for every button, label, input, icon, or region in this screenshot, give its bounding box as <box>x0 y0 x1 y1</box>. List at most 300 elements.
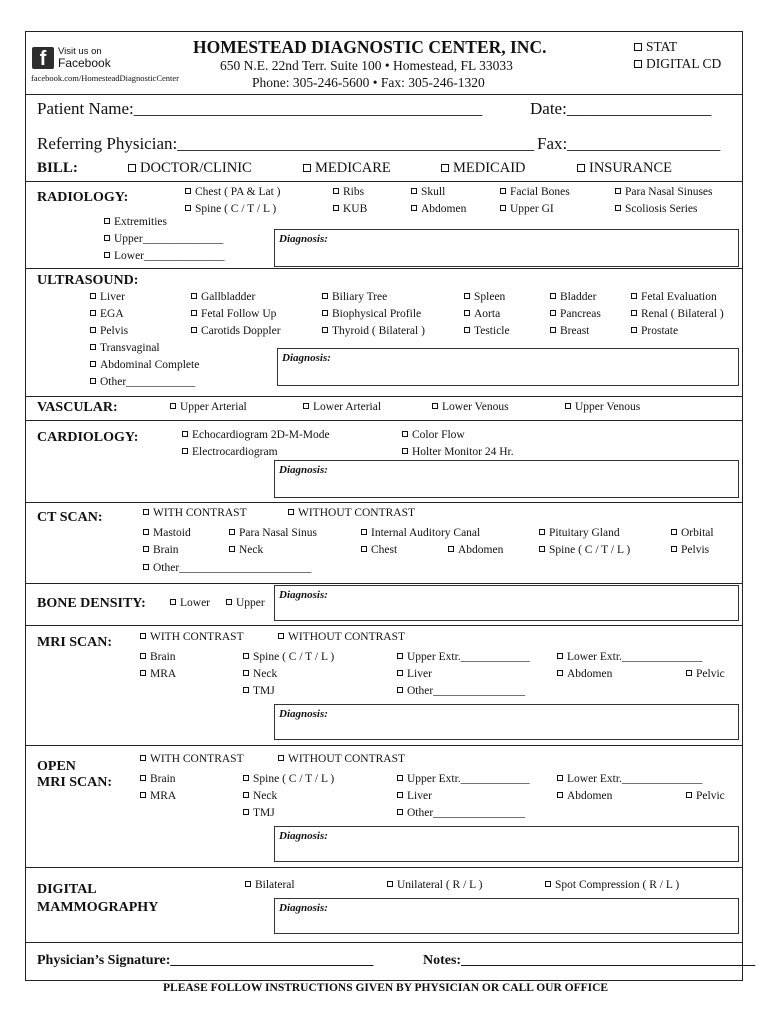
option-label: Biliary Tree <box>332 291 388 303</box>
checkbox-icon <box>245 881 251 887</box>
us-aorta[interactable] <box>464 308 500 320</box>
checkbox-icon <box>140 775 146 781</box>
us-fetal-follow-up[interactable] <box>191 308 276 320</box>
bill-medicare[interactable] <box>303 160 391 177</box>
option-label: Testicle <box>474 325 510 337</box>
checkbox-icon <box>557 792 563 798</box>
option-label: TMJ <box>253 685 275 697</box>
checkbox-icon <box>387 881 393 887</box>
radiology-facial-bones[interactable] <box>500 186 570 198</box>
option-label: Brain <box>150 651 176 663</box>
radiology-ribs[interactable] <box>333 186 364 198</box>
option-label: Orbital <box>681 527 714 539</box>
checkbox-icon <box>397 653 403 659</box>
open-mri-label-1: OPEN <box>37 759 76 774</box>
option-label: WITHOUT CONTRAST <box>298 507 416 519</box>
bill-medicaid[interactable] <box>441 160 526 177</box>
fax-field[interactable]: Fax:__________________ <box>537 134 721 153</box>
mammo-label-2: MAMMOGRAPHY <box>37 900 159 915</box>
checkbox-icon <box>170 403 176 409</box>
bill-insurance[interactable] <box>577 160 672 177</box>
checkbox-icon <box>333 188 339 194</box>
option-label: MRA <box>150 790 177 802</box>
mri-mra[interactable] <box>140 668 176 680</box>
cardiology-label: CARDIOLOGY: <box>37 430 139 445</box>
checkbox-icon <box>182 448 188 454</box>
divider <box>25 745 743 746</box>
center-title: HOMESTEAD DIAGNOSTIC CENTER, INC. <box>193 37 547 57</box>
mri-brain[interactable] <box>140 651 176 663</box>
bone-density-label: BONE DENSITY: <box>37 596 146 611</box>
option-label: Internal Auditory Canal <box>371 527 481 539</box>
option-label: Gallbladder <box>201 291 256 303</box>
bill-doctor-clinic[interactable] <box>128 160 252 177</box>
checkbox-icon <box>143 564 149 570</box>
vascular-upper-arterial[interactable] <box>170 401 247 413</box>
option-label: Other____________ <box>100 376 196 388</box>
diagnosis-label: Diagnosis: <box>279 902 328 914</box>
diagnosis-label: Diagnosis: <box>279 589 328 601</box>
checkbox-icon <box>500 205 506 211</box>
center-address: 650 N.E. 22nd Terr. Suite 100 • Homestead, FL 33033 <box>220 58 513 73</box>
ct-without-contrast[interactable] <box>288 507 415 519</box>
option-label: Pelvis <box>681 544 710 556</box>
vascular-label: VASCULAR: <box>37 400 118 415</box>
checkbox-icon <box>631 327 637 333</box>
ct-with-contrast[interactable] <box>143 507 247 519</box>
radiology-diagnosis-box[interactable] <box>274 229 739 267</box>
mammo-bilateral[interactable] <box>245 879 295 891</box>
referring-physician-field[interactable]: Referring Physician:__________________________________________ <box>37 134 535 153</box>
checkbox-icon <box>90 344 96 350</box>
option-label: Facial Bones <box>510 186 570 198</box>
radiology-chest[interactable] <box>185 186 281 198</box>
option-label: Scoliosis Series <box>625 203 698 215</box>
checkbox-icon <box>500 188 506 194</box>
checkbox-icon <box>441 164 449 172</box>
checkbox-icon <box>671 529 677 535</box>
diagnosis-label: Diagnosis: <box>282 352 331 364</box>
option-label: Prostate <box>641 325 679 337</box>
option-label: Upper Extr.____________ <box>407 651 530 663</box>
checkbox-icon <box>615 205 621 211</box>
checkbox-icon <box>631 293 637 299</box>
ct-pelvis[interactable] <box>671 544 709 556</box>
checkbox-icon <box>397 809 403 815</box>
us-carotids[interactable] <box>191 325 281 337</box>
option-label: Liver <box>407 668 432 680</box>
cardio-ekg[interactable] <box>182 446 278 458</box>
ct-brain[interactable] <box>143 544 179 556</box>
radiology-extremities[interactable] <box>104 216 167 228</box>
us-liver[interactable] <box>90 291 125 303</box>
open-mri-liver[interactable] <box>397 790 432 802</box>
checkbox-icon <box>333 205 339 211</box>
cardio-holter[interactable] <box>402 446 514 458</box>
checkbox-icon <box>557 775 563 781</box>
open-mri-diagnosis-box[interactable] <box>274 826 739 862</box>
diagnosis-label: Diagnosis: <box>279 233 328 245</box>
option-label: Aorta <box>474 308 501 320</box>
divider <box>25 268 743 269</box>
stat-label: STAT <box>646 39 678 54</box>
us-transvaginal[interactable] <box>90 342 160 354</box>
option-label: Electrocardiogram <box>192 446 278 458</box>
us-testicle[interactable] <box>464 325 510 337</box>
option-label: Liver <box>407 790 432 802</box>
checkbox-icon <box>191 293 197 299</box>
open-mri-lower-extr[interactable] <box>557 773 702 785</box>
option-label: Lower <box>180 597 211 609</box>
checkbox-icon <box>550 293 556 299</box>
option-label: Mastoid <box>153 527 191 539</box>
diagnosis-label: Diagnosis: <box>279 708 328 720</box>
checkbox-icon <box>288 509 294 515</box>
checkbox-icon <box>671 546 677 552</box>
checkbox-icon <box>411 188 417 194</box>
checkbox-icon <box>322 293 328 299</box>
option-label: Unilateral ( R / L ) <box>397 879 483 891</box>
cardio-echo[interactable] <box>182 429 330 441</box>
option-label: Bilateral <box>255 879 295 891</box>
checkbox-icon <box>361 546 367 552</box>
us-ega[interactable] <box>90 308 124 320</box>
us-biophysical[interactable] <box>322 308 421 320</box>
checkbox-icon <box>104 218 110 224</box>
checkbox-icon <box>322 310 328 316</box>
us-fetal-evaluation[interactable] <box>631 291 717 303</box>
option-label: Neck <box>253 668 278 680</box>
digital-cd-checkbox[interactable] <box>634 56 721 72</box>
mri-upper-extr[interactable] <box>397 651 530 663</box>
radiology-label: RADIOLOGY: <box>37 190 129 205</box>
option-label: Fetal Follow Up <box>201 308 277 320</box>
bill-label: BILL: <box>37 160 78 176</box>
mri-with-contrast[interactable] <box>140 631 244 643</box>
checkbox-icon <box>402 448 408 454</box>
mri-abdomen[interactable] <box>557 668 612 680</box>
option-label: TMJ <box>253 807 275 819</box>
checkbox-icon <box>140 755 146 761</box>
checkbox-icon <box>402 431 408 437</box>
divider <box>25 181 743 182</box>
checkbox-icon <box>539 546 545 552</box>
checkbox-icon <box>686 670 692 676</box>
option-label: Brain <box>153 544 179 556</box>
checkbox-icon <box>550 310 556 316</box>
patient-name-field[interactable]: Patient Name:_________________________________________ <box>37 99 483 118</box>
checkbox-icon <box>577 164 585 172</box>
checkbox-icon <box>90 293 96 299</box>
us-prostate[interactable] <box>631 325 678 337</box>
checkbox-icon <box>191 310 197 316</box>
option-label: Lower Venous <box>442 401 509 413</box>
notes-field[interactable]: Notes:__________________________________________ <box>423 953 756 968</box>
us-pancreas[interactable] <box>550 308 601 320</box>
checkbox-icon <box>243 775 249 781</box>
option-label: Extremities <box>114 216 168 228</box>
checkbox-icon <box>634 60 642 68</box>
option-label: Biophysical Profile <box>332 308 422 320</box>
checkbox-icon <box>322 327 328 333</box>
option-label: WITHOUT CONTRAST <box>288 631 406 643</box>
mri-pelvic[interactable] <box>686 668 725 680</box>
ultrasound-label: ULTRASOUND: <box>37 273 139 288</box>
center-phone: Phone: 305-246-5600 • Fax: 305-246-1320 <box>252 75 485 90</box>
checkbox-icon <box>432 403 438 409</box>
radiology-lower[interactable] <box>104 250 225 262</box>
option-label: Brain <box>150 773 176 785</box>
divider <box>25 502 743 503</box>
mri-lower-extr[interactable] <box>557 651 702 663</box>
checkbox-icon <box>170 599 176 605</box>
checkbox-icon <box>278 755 284 761</box>
open-mri-neck[interactable] <box>243 790 277 802</box>
open-mri-with-contrast[interactable] <box>140 753 244 765</box>
option-label: Pelvic <box>696 790 725 802</box>
us-abdominal-complete[interactable] <box>90 359 199 371</box>
divider <box>25 94 743 95</box>
option-label: Upper Arterial <box>180 401 247 413</box>
open-mri-tmj[interactable] <box>243 807 275 819</box>
option-label: WITH CONTRAST <box>150 631 244 643</box>
option-label: WITHOUT CONTRAST <box>288 753 406 765</box>
option-label: Chest ( PA & Lat ) <box>195 186 281 198</box>
option-label: Lower______________ <box>114 250 225 262</box>
option-label: Upper Venous <box>575 401 641 413</box>
radiology-kub[interactable] <box>333 203 367 215</box>
mammo-unilateral[interactable] <box>387 879 482 891</box>
checkbox-icon <box>229 546 235 552</box>
mri-neck[interactable] <box>243 668 277 680</box>
ct-spine[interactable] <box>539 544 630 556</box>
cardio-color-flow[interactable] <box>402 429 465 441</box>
option-label: Chest <box>371 544 398 556</box>
radiology-abdomen[interactable] <box>411 203 466 215</box>
checkbox-icon <box>243 670 249 676</box>
radiology-spine[interactable] <box>185 203 276 215</box>
option-label: Breast <box>560 325 590 337</box>
checkbox-icon <box>143 529 149 535</box>
option-label: Other________________ <box>407 807 526 819</box>
checkbox-icon <box>565 403 571 409</box>
option-label: Pelvic <box>696 668 725 680</box>
us-biliary-tree[interactable] <box>322 291 387 303</box>
option-label: Neck <box>239 544 264 556</box>
option-label: Abdomen <box>567 668 613 680</box>
checkbox-icon <box>550 327 556 333</box>
option-label: WITH CONTRAST <box>150 753 244 765</box>
ct-internal-auditory[interactable] <box>361 527 480 539</box>
checkbox-icon <box>90 361 96 367</box>
fb-visit-text: Visit us on <box>58 46 102 57</box>
checkbox-icon <box>104 252 110 258</box>
open-mri-abdomen[interactable] <box>557 790 612 802</box>
checkbox-icon <box>243 792 249 798</box>
option-label: Abdomen <box>421 203 467 215</box>
mri-label: MRI SCAN: <box>37 635 113 650</box>
divider <box>25 867 743 868</box>
stat-checkbox[interactable] <box>634 39 677 55</box>
option-label: EGA <box>100 308 124 320</box>
vascular-lower-venous[interactable] <box>432 401 509 413</box>
us-gallbladder[interactable] <box>191 291 255 303</box>
divider <box>25 942 743 943</box>
checkbox-icon <box>128 164 136 172</box>
radiology-para-nasal[interactable] <box>615 186 713 198</box>
checkbox-icon <box>90 327 96 333</box>
checkbox-icon <box>557 670 563 676</box>
checkbox-icon <box>140 670 146 676</box>
open-mri-label-2: MRI SCAN: <box>37 775 113 790</box>
option-label: Lower Extr.______________ <box>567 773 703 785</box>
checkbox-icon <box>557 653 563 659</box>
facebook-icon[interactable]: f <box>32 47 54 69</box>
checkbox-icon <box>104 235 110 241</box>
option-label: Echocardiogram 2D-M-Mode <box>192 429 330 441</box>
option-label: Upper Extr.____________ <box>407 773 530 785</box>
option-label: WITH CONTRAST <box>153 507 247 519</box>
checkbox-icon <box>182 431 188 437</box>
vascular-lower-arterial[interactable] <box>303 401 381 413</box>
option-label: Upper GI <box>510 203 554 215</box>
open-mri-pelvic[interactable] <box>686 790 725 802</box>
option-label: MRA <box>150 668 177 680</box>
ct-neck[interactable] <box>229 544 263 556</box>
bone-lower[interactable] <box>170 597 210 609</box>
radiology-scoliosis[interactable] <box>615 203 698 215</box>
option-label: Liver <box>100 291 125 303</box>
open-mri-mra[interactable] <box>140 790 176 802</box>
diagnosis-label: Diagnosis: <box>279 464 328 476</box>
option-label: Transvaginal <box>100 342 160 354</box>
bill-option-label: DOCTOR/CLINIC <box>140 160 252 176</box>
bone-diagnosis-box[interactable] <box>274 585 739 621</box>
option-label: Neck <box>253 790 278 802</box>
checkbox-icon <box>545 881 551 887</box>
us-spleen[interactable] <box>464 291 505 303</box>
option-label: Abdomen <box>567 790 613 802</box>
checkbox-icon <box>140 792 146 798</box>
checkbox-icon <box>278 633 284 639</box>
ultrasound-diagnosis-box[interactable] <box>277 348 739 386</box>
option-label: Carotids Doppler <box>201 325 281 337</box>
fb-name[interactable]: Facebook <box>58 56 111 70</box>
option-label: Upper <box>236 597 265 609</box>
checkbox-icon <box>303 403 309 409</box>
open-mri-spine[interactable] <box>243 773 334 785</box>
radiology-upper[interactable] <box>104 233 223 245</box>
checkbox-icon <box>631 310 637 316</box>
cardiology-diagnosis-box[interactable] <box>274 460 739 498</box>
open-mri-other[interactable] <box>397 807 525 819</box>
option-label: Spine ( C / T / L ) <box>549 544 631 556</box>
checkbox-icon <box>226 599 232 605</box>
ct-pituitary[interactable] <box>539 527 620 539</box>
mri-diagnosis-box[interactable] <box>274 704 739 740</box>
option-label: Ribs <box>343 186 365 198</box>
ct-label: CT SCAN: <box>37 510 103 525</box>
mri-without-contrast[interactable] <box>278 631 405 643</box>
us-pelvis[interactable] <box>90 325 128 337</box>
option-label: Holter Monitor 24 Hr. <box>412 446 514 458</box>
radiology-upper-gi[interactable] <box>500 203 554 215</box>
checkbox-icon <box>686 792 692 798</box>
ct-orbital[interactable] <box>671 527 714 539</box>
ct-other[interactable] <box>143 562 311 574</box>
mri-other[interactable] <box>397 685 525 697</box>
option-label: Renal ( Bilateral ) <box>641 308 724 320</box>
vascular-upper-venous[interactable] <box>565 401 640 413</box>
checkbox-icon <box>411 205 417 211</box>
checkbox-icon <box>361 529 367 535</box>
divider <box>25 396 743 397</box>
bill-option-label: MEDICARE <box>315 160 391 176</box>
option-label: Spleen <box>474 291 506 303</box>
open-mri-brain[interactable] <box>140 773 176 785</box>
option-label: Spot Compression ( R / L ) <box>555 879 680 891</box>
date-field[interactable]: Date:_________________ <box>530 99 712 118</box>
checkbox-icon <box>90 378 96 384</box>
us-bladder[interactable] <box>550 291 596 303</box>
checkbox-icon <box>397 670 403 676</box>
checkbox-icon <box>634 43 642 51</box>
us-thyroid[interactable] <box>322 325 425 337</box>
mri-liver[interactable] <box>397 668 432 680</box>
checkbox-icon <box>397 687 403 693</box>
mri-spine[interactable] <box>243 651 334 663</box>
physician-signature-field[interactable]: Physician’s Signature:_____________________________ <box>37 953 374 968</box>
open-mri-upper-extr[interactable] <box>397 773 530 785</box>
option-label: Upper______________ <box>114 233 224 245</box>
mammo-spot-compression[interactable] <box>545 879 679 891</box>
checkbox-icon <box>464 310 470 316</box>
us-breast[interactable] <box>550 325 589 337</box>
option-label: Lower Extr.______________ <box>567 651 703 663</box>
option-label: Color Flow <box>412 429 465 441</box>
open-mri-without-contrast[interactable] <box>278 753 405 765</box>
option-label: Pelvis <box>100 325 129 337</box>
checkbox-icon <box>143 509 149 515</box>
checkbox-icon <box>464 327 470 333</box>
ct-abdomen[interactable] <box>448 544 503 556</box>
us-other[interactable] <box>90 376 195 388</box>
checkbox-icon <box>464 293 470 299</box>
checkbox-icon <box>143 546 149 552</box>
mri-tmj[interactable] <box>243 685 275 697</box>
checkbox-icon <box>191 327 197 333</box>
divider <box>25 583 743 584</box>
bill-option-label: INSURANCE <box>589 160 672 176</box>
checkbox-icon <box>185 205 191 211</box>
ct-mastoid[interactable] <box>143 527 191 539</box>
checkbox-icon <box>140 653 146 659</box>
option-label: Para Nasal Sinus <box>239 527 317 539</box>
digital-cd-label: DIGITAL CD <box>646 56 722 71</box>
ct-chest[interactable] <box>361 544 397 556</box>
ct-para-nasal[interactable] <box>229 527 317 539</box>
checkbox-icon <box>185 188 191 194</box>
checkbox-icon <box>140 633 146 639</box>
fb-url[interactable]: facebook.com/HomesteadDiagnosticCenter <box>31 73 179 83</box>
option-label: Other________________ <box>407 685 526 697</box>
us-renal[interactable] <box>631 308 724 320</box>
bone-upper[interactable] <box>226 597 265 609</box>
checkbox-icon <box>303 164 311 172</box>
option-label: Fetal Evaluation <box>641 291 717 303</box>
mammo-diagnosis-box[interactable] <box>274 898 739 934</box>
radiology-skull[interactable] <box>411 186 445 198</box>
